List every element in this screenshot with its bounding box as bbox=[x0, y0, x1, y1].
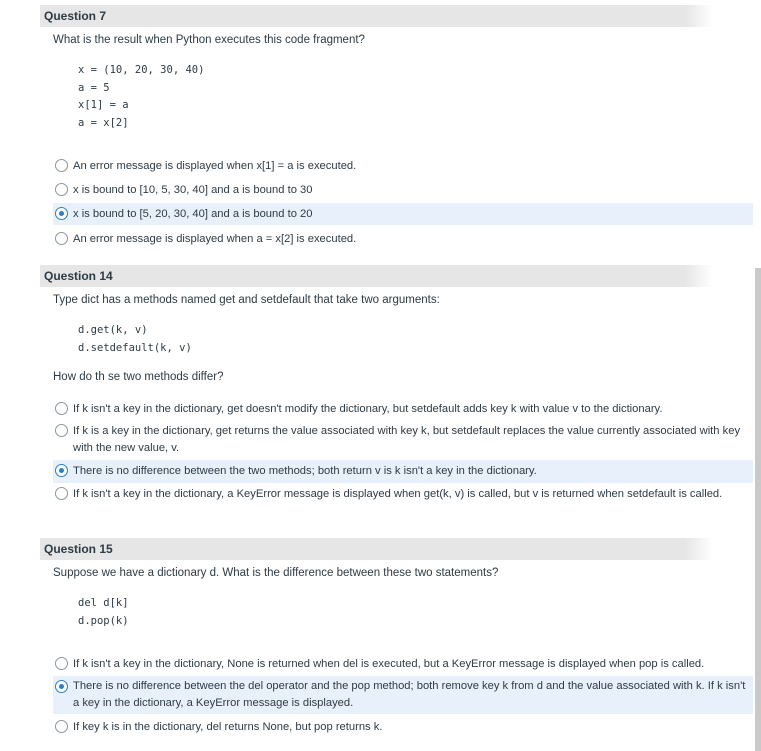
radio-button[interactable] bbox=[55, 487, 68, 500]
answer-text: If k isn't a key in the dictionary, get doesn't modify the dictionary, but setdefault adds key k with value v to the dictionary. bbox=[73, 403, 663, 415]
code-line: d.setdefault(k, v) bbox=[78, 341, 192, 354]
answer-text: If k is a key in the dictionary, get returns the value associated with key k, but setdefault replaces the value currently associated with key with the new value, v. bbox=[73, 425, 741, 454]
question-7-answer-1[interactable] bbox=[53, 158, 753, 175]
question-7-code bbox=[78, 62, 204, 132]
radio-button-selected[interactable] bbox=[55, 207, 68, 220]
question-15-prompt: Suppose we have a dictionary d. What is the difference between these two statements? bbox=[53, 567, 499, 579]
question-15-header bbox=[40, 538, 755, 560]
radio-button[interactable] bbox=[55, 159, 68, 172]
question-7-prompt: What is the result when Python executes this code fragment? bbox=[53, 34, 365, 46]
answer-text: There is no difference between the two methods; both return v is k isn't a key in the dictionary. bbox=[73, 465, 537, 477]
answer-text: An error message is displayed when a = x[2] is executed. bbox=[73, 233, 357, 245]
answer-text: x is bound to [5, 20, 30, 40] and a is bound to 20 bbox=[73, 208, 313, 220]
radio-button-selected[interactable] bbox=[55, 680, 68, 693]
answer-text: An error message is displayed when x[1] = a is executed. bbox=[73, 160, 357, 172]
question-14-answer-1[interactable] bbox=[53, 401, 753, 418]
radio-button[interactable] bbox=[55, 424, 68, 437]
radio-button[interactable] bbox=[55, 720, 68, 733]
question-15-code bbox=[78, 595, 129, 630]
radio-button[interactable] bbox=[55, 232, 68, 245]
question-14-title: Question 14 bbox=[44, 269, 113, 283]
question-15-title: Question 15 bbox=[44, 542, 113, 556]
code-line: d.pop(k) bbox=[78, 614, 129, 627]
question-14-prompt: Type dict has a methods named get and setdefault that take two arguments: bbox=[53, 294, 440, 306]
code-line: a = 5 bbox=[78, 81, 110, 94]
question-7-header bbox=[40, 5, 755, 27]
answer-text: If k isn't a key in the dictionary, None is returned when del is executed, but a KeyError message is displayed when pop is called. bbox=[73, 658, 705, 670]
answer-text: If k isn't a key in the dictionary, a KeyError message is displayed when get(k, v) is called, but v is returned when setdefault is called. bbox=[73, 488, 723, 500]
radio-button[interactable] bbox=[55, 657, 68, 670]
answer-text: There is no difference between the del operator and the pop method; both remove key k from d and the value associated with k. If k isn't a key in the dictionary, a KeyError message is displayed. bbox=[73, 680, 746, 709]
answer-text: If key k is in the dictionary, del returns None, but pop returns k. bbox=[73, 721, 383, 733]
question-7-answer-2[interactable] bbox=[53, 182, 753, 199]
code-line: d.get(k, v) bbox=[78, 324, 148, 336]
radio-button-selected[interactable] bbox=[55, 464, 68, 477]
scrollbar[interactable] bbox=[755, 268, 761, 751]
answer-text: x is bound to [10, 5, 30, 40] and a is bound to 30 bbox=[73, 184, 313, 196]
question-14-answer-4[interactable] bbox=[53, 486, 753, 503]
question-14-answer-3[interactable] bbox=[53, 460, 753, 483]
question-15-answer-1[interactable] bbox=[53, 656, 753, 673]
question-7-answer-4[interactable] bbox=[53, 231, 753, 248]
radio-button[interactable] bbox=[55, 402, 68, 415]
code-line: del d[k] bbox=[78, 597, 129, 609]
question-7-answer-3[interactable] bbox=[53, 203, 753, 225]
question-14-header bbox=[40, 265, 755, 287]
question-15-answer-3[interactable] bbox=[53, 719, 753, 736]
code-line: x = (10, 20, 30, 40) bbox=[78, 64, 205, 76]
question-7-title: Question 7 bbox=[44, 9, 107, 23]
question-15-answer-2[interactable] bbox=[53, 676, 753, 714]
radio-button[interactable] bbox=[55, 183, 68, 196]
question-14-prompt-2: How do th se two methods differ? bbox=[53, 371, 224, 383]
code-line: a = x[2] bbox=[78, 116, 129, 129]
question-14-code bbox=[78, 322, 192, 357]
question-14-answer-2[interactable] bbox=[53, 423, 753, 457]
code-line: x[1] = a bbox=[78, 99, 129, 111]
